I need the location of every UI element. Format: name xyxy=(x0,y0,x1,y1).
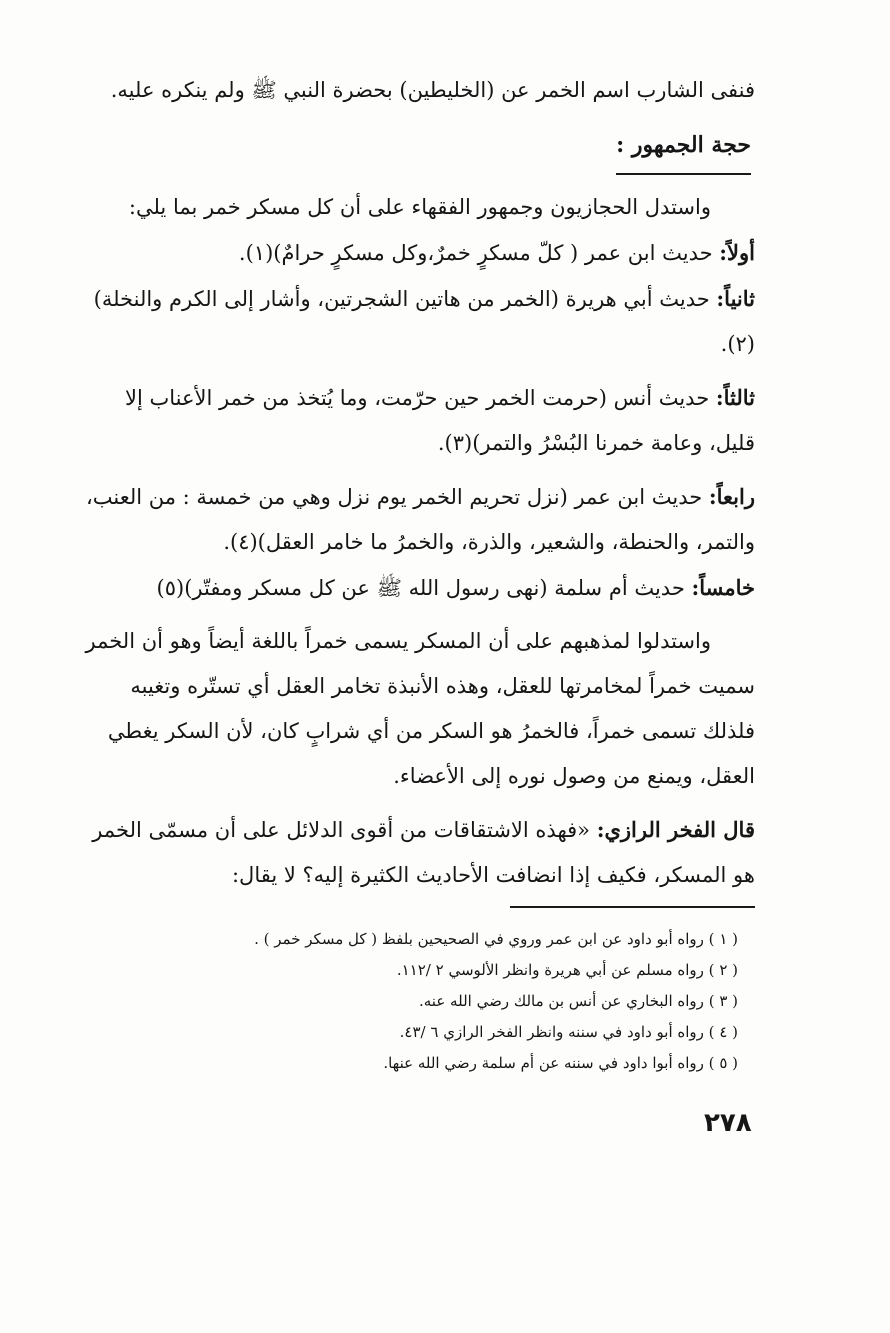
language-argument-paragraph: واستدلوا لمذهبهم على أن المسكر يسمى خمراً باللغة أيضاً وهو أن الخمر سميت خمراً لمخامرتها للعقل، وهذه الأنبذة تخامر العقل أي تستّره وتغيبه فلذلك تسمى خمراً، فالخمرُ هو السكر من أي شرابٍ كان، لأن السكر يغطي العقل، ويمنع من وصول نوره إلى الأعضاء. xyxy=(85,629,755,788)
footnote-divider xyxy=(510,906,755,908)
footnotes xyxy=(100,924,738,1079)
evidence-lead-4: رابعاً: xyxy=(708,484,755,509)
evidence-text-5: حديث أم سلمة (نهى رسول الله ﷺ عن كل مسكر ومفتّر)(٥) xyxy=(156,576,692,600)
evidence-text-2: حديث أبي هريرة (الخمر من هاتين الشجرتين، وأشار إلى الكرم والنخلة)(٢). xyxy=(93,287,755,356)
evidence-item-5 xyxy=(80,565,755,611)
evidence-lead-2: ثانياً: xyxy=(716,286,755,311)
section-heading: حجة الجمهور : xyxy=(616,125,751,175)
footnote-4: ( ٤ ) رواه أبو داود في سننه وانظر الفخر الرازي ٦ /٤٣. xyxy=(399,1023,738,1041)
evidence-item-2 xyxy=(80,276,755,367)
footnote-2: ( ٢ ) رواه مسلم عن أبي هريرة وانظر الألوسي ٢ /١١٢. xyxy=(396,961,738,979)
evidence-item-1 xyxy=(80,230,755,276)
razi-paragraph xyxy=(80,807,755,898)
footnote-5: ( ٥ ) رواه أبوا داود في سننه عن أم سلمة رضي الله عنها. xyxy=(383,1054,738,1072)
evidence-lead-5: خامساً: xyxy=(691,575,755,600)
main-text xyxy=(80,68,755,898)
evidence-item-4 xyxy=(80,474,755,565)
footnote-1: ( ١ ) رواه أبو داود عن ابن عمر وروي في الصحيحين بلفظ ( كل مسكر خمر ) . xyxy=(254,930,738,948)
footnote-3: ( ٣ ) رواه البخاري عن أنس بن مالك رضي الله عنه. xyxy=(419,992,738,1010)
page-number: ٢٧٨ xyxy=(704,1108,752,1138)
evidence-text-4: حديث ابن عمر (نزل تحريم الخمر يوم نزل وهي من خمسة : من العنب، والتمر، والحنطة، والشعير، والذرة، والخمرُ ما خامر العقل)(٤). xyxy=(85,485,755,554)
argument-intro: واستدل الحجازيون وجمهور الفقهاء على أن كل مسكر خمر بما يلي: xyxy=(128,195,711,219)
evidence-lead-3: ثالثاً: xyxy=(715,385,755,410)
razi-quote: «فهذه الاشتقاقات من أقوى الدلائل على أن مسمّى الخمر هو المسكر، فكيف إذا انضافت الأحاديث الكثيرة إليه؟ لا يقال: xyxy=(92,818,755,887)
evidence-lead-1: أولاً: xyxy=(719,240,755,265)
razi-lead: قال الفخر الرازي: xyxy=(596,817,755,842)
section-heading-wrap xyxy=(80,123,755,175)
intro-paragraph: فنفى الشارب اسم الخمر عن (الخليطين) بحضرة النبي ﷺ ولم ينكره عليه. xyxy=(110,78,755,102)
evidence-text-1: حديث ابن عمر ( كلّ مسكرٍ خمرٌ،وكل مسكرٍ حرامٌ)(١). xyxy=(238,241,720,265)
evidence-item-3 xyxy=(80,375,755,466)
evidence-text-3: حديث أنس (حرمت الخمر حين حرّمت، وما يُتخذ من خمر الأعناب إلا قليل، وعامة خمرنا البُسْرُ والتمر)(٣). xyxy=(125,386,755,455)
